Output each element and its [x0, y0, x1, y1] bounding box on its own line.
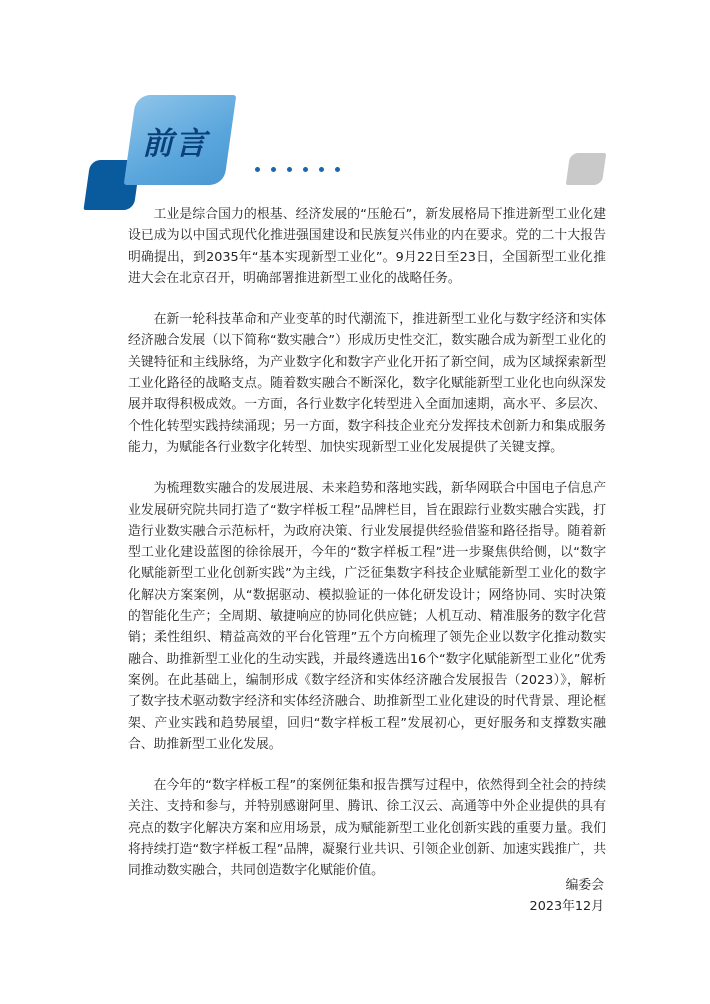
page-header	[0, 0, 710, 215]
preface-body	[128, 204, 606, 902]
paragraph: 在今年的“数字样板工程”的案例征集和报告撰写过程中，依然得到全社会的持续关注、支持和参与，并特别感谢阿里、腾讯、徐工汉云、高通等中外企业提供的具有亮点的数字化解决方案和应用场景，成为赋能新型工业化创新实践的重要力量。我们将持续打造“数字样板工程”品牌，凝聚行业共识、引领企业创新、加速实践推广，共同推动数实融合，共同创造数字化赋能价值。	[128, 778, 606, 879]
page-title: 前言	[142, 126, 208, 162]
paragraph: 为梳理数实融合的发展进展、未来趋势和落地实践，新华网联合中国电子信息产业发展研究院共同打造了“数字样板工程”品牌栏目，旨在跟踪行业数实融合实践，打造行业数实融合示范标杆，为政府决策、行业发展提供经验借鉴和路径指导。随着新型工业化建设蓝图的徐徐展开，今年的“数字样板工程”进一步聚焦供给侧，以“数字化赋能新型工业化创新实践”为主线，广泛征集数字科技企业赋能新型工业化的数字化解决方案案例，从“数据驱动、模拟验证的一体化研发设计；网络协同、实时决策的智能化生产；全周期、敏捷响应的协同化供应链；人机互动、精准服务的数字化营销；柔性组织、精益高效的平台化管理”五个方向梳理了领先企业以数字化推动数实融合、助推新型工业化的生动实践，并最终遴选出16个“数字化赋能新型工业化”优秀案例。在此基础上，编制形成《数字经济和实体经济融合发展报告（2023）》，解析了数字技术驱动数字经济和实体经济融合、助推新型工业化建设的时代背景、理论框架、产业实践和趋势展望，回归“数字样板工程”发展初心，更好服务和支撑数实融合、助推新型工业化发展。	[128, 481, 606, 752]
dot	[319, 167, 324, 172]
paragraph: 工业是综合国力的根基、经济发展的“压舱石”，新发展格局下推进新型工业化建设已成为以中国式现代化推进强国建设和民族复兴伟业的内在要求。党的二十大报告明确提出，到2035年“基本实现新型工业化”。9月22日至23日，全国新型工业化推进大会在北京召开，明确部署推进新型工业化的战略任务。	[128, 207, 606, 286]
dot	[271, 167, 276, 172]
paragraph: 在新一轮科技革命和产业变革的时代潮流下，推进新型工业化与数字经济和实体经济融合发展（以下简称“数实融合”）形成历史性交汇，数实融合成为新型工业化的关键特征和主线脉络，为产业数字化和数字产业化开拓了新空间，成为区域探索新型工业化路径的战略支点。随着数实融合不断深化，数字化赋能新型工业化也向纵深发展并取得积极成效。一方面，各行业数字化转型进入全面加速期，高水平、多层次、个性化转型实践持续涌现；另一方面，数字科技企业充分发挥技术创新力和集成服务能力，为赋能各行业数字化转型、加快实现新型工业化发展提供了关键支撑。	[128, 312, 606, 455]
dot	[287, 167, 292, 172]
signature-block	[530, 875, 604, 917]
dot	[335, 167, 340, 172]
signature-author: 编委会	[565, 878, 604, 893]
signature-date: 2023年12月	[529, 899, 604, 914]
decorative-dots	[255, 167, 340, 175]
dot	[255, 167, 260, 172]
decorative-grey-square	[566, 153, 606, 185]
dot	[303, 167, 308, 172]
